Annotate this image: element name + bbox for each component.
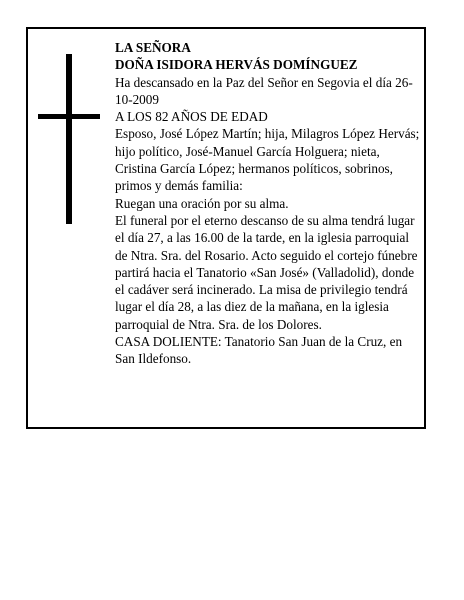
prayer-request: Ruegan una oración por su alma. [115, 195, 289, 211]
notice-title: LA SEÑORA [115, 40, 191, 55]
funeral-details: El funeral por el eterno descanso de su alma tendrá lugar el día 27, a las 16.00 de la tarde, en la iglesia parroquial de Ntra. Sra. del Rosario. Acto seguido el cortejo fúnebre partirá hacia el Tanatorio «San José» (Valladolid), donde el cadáver será incinerado. La misa de privilegio tendrá lugar el día 28, a las diez de la mañana, en la iglesia parroquial de Ntra. Sra. de los Dolores. [115, 212, 418, 332]
death-statement: Ha descansado en la Paz del Señor en Segovia el día 26-10-2009 [115, 74, 413, 107]
family-list: Esposo, José López Martín; hija, Milagros López Hervás; hijo político, José-Manuel García Holguera; nieta, Cristina García López; hermanos políticos, sobrinos, primos y demás familia: [115, 126, 420, 194]
obituary-notice [26, 27, 426, 429]
cross-horizontal-bar [38, 114, 100, 119]
deceased-name: DOÑA ISIDORA HERVÁS DOMÍNGUEZ [115, 57, 358, 73]
age-line: A LOS 82 AÑOS DE EDAD [115, 109, 268, 125]
cross-vertical-bar [66, 54, 72, 224]
casa-doliente: CASA DOLIENTE: Tanatorio San Juan de la Cruz, en San Ildefonso. [115, 334, 403, 367]
latin-cross-icon [38, 54, 100, 226]
notice-text [115, 39, 423, 368]
